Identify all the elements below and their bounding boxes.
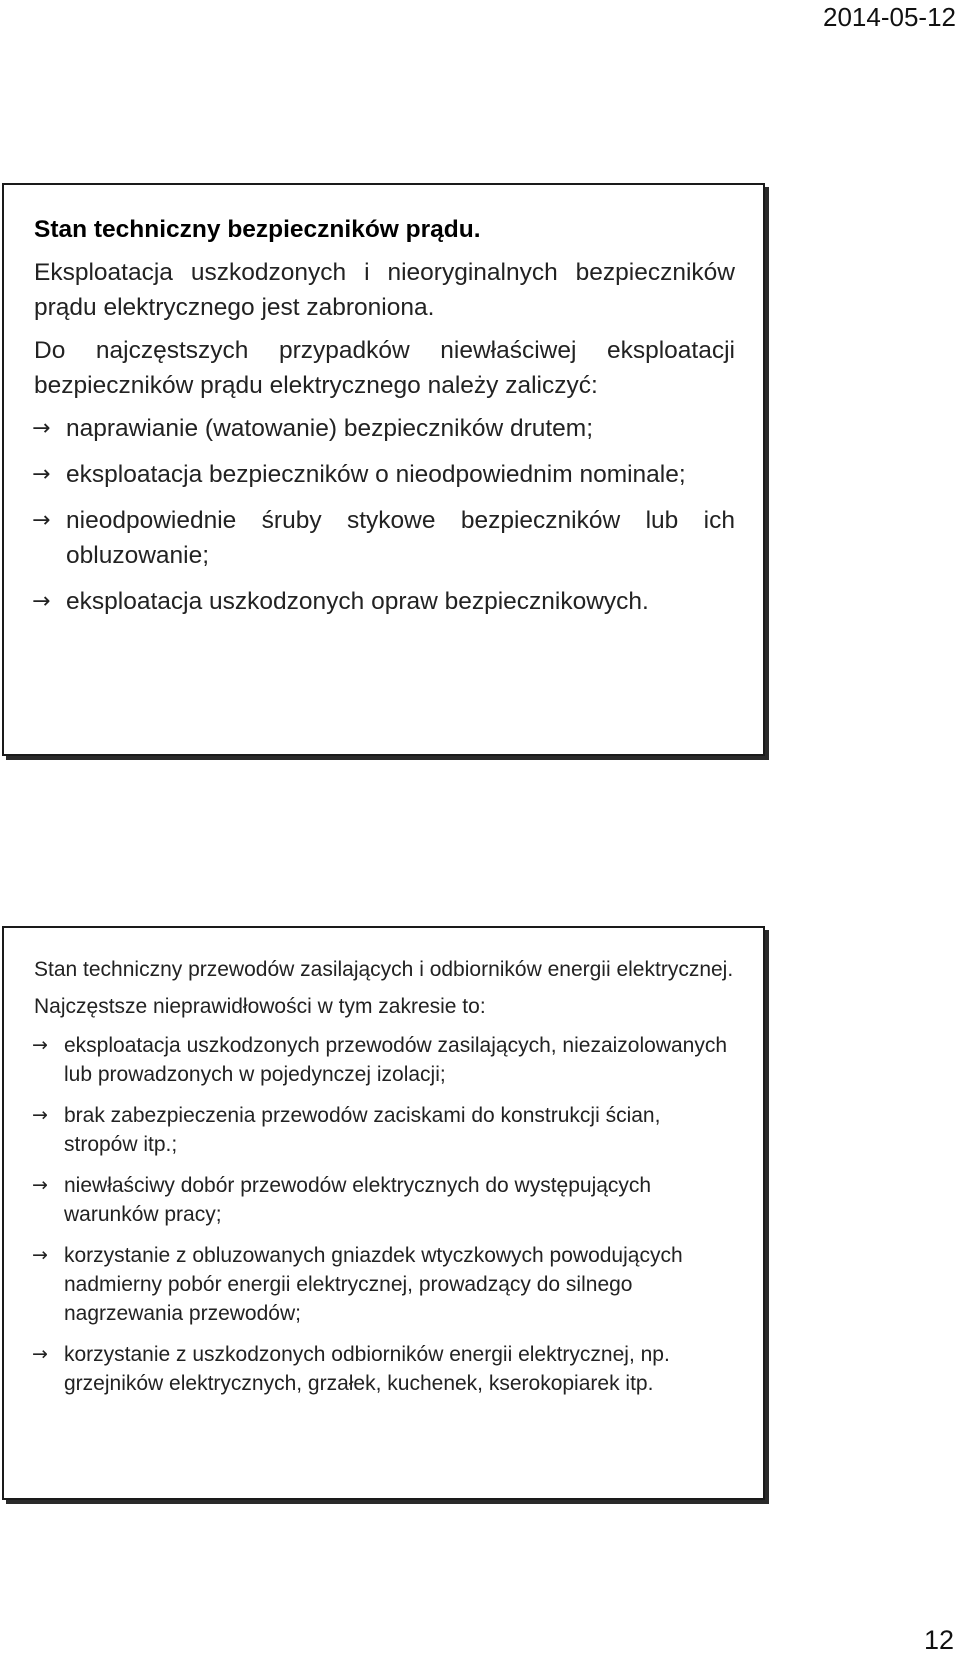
list-item	[34, 1241, 735, 1328]
list-item	[34, 1101, 735, 1159]
slide-cables-title: Stan techniczny przewodów zasilających i odbiorników energii elektrycznej.	[34, 958, 734, 981]
arrow-right-icon: →	[32, 1174, 48, 1196]
list-item-text: naprawianie (watowanie) bezpieczników drutem;	[66, 415, 594, 442]
slide-fuses-paragraph-2: Do najczęstszych przypadków niewłaściwej eksploatacji bezpieczników prądu elektrycznego należy zaliczyć:	[34, 337, 735, 399]
list-item	[34, 457, 735, 492]
arrow-right-icon: →	[32, 1034, 48, 1056]
list-item-text: korzystanie z obluzowanych gniazdek wtyczkowych powodujących nadmierny pobór energii elektrycznej, prowadzący do silnego nagrzewania przewodów;	[64, 1244, 683, 1325]
list-item-text: brak zabezpieczenia przewodów zaciskami do konstrukcji ścian, stropów itp.;	[64, 1104, 661, 1156]
list-item-text: niewłaściwy dobór przewodów elektrycznych do występujących warunków pracy;	[64, 1174, 652, 1226]
list-item-text: korzystanie z uszkodzonych odbiorników energii elektrycznej, np. grzejników elektrycznych, grzałek, kuchenek, kserokopiarek itp.	[64, 1343, 670, 1395]
slide-fuses-title: Stan techniczny bezpieczników prądu.	[34, 216, 481, 243]
arrow-right-icon: →	[32, 462, 51, 487]
arrow-right-icon: →	[32, 1244, 48, 1266]
list-item	[34, 411, 735, 446]
slide-cables	[2, 926, 765, 1500]
list-item-text: eksploatacja uszkodzonych przewodów zasilających, niezaizolowanych lub prowadzonych w pojedynczej izolacji;	[64, 1034, 728, 1086]
slide-fuses-content	[34, 212, 735, 630]
print-date: 2014-05-12	[823, 2, 956, 32]
arrow-right-icon: →	[32, 508, 51, 533]
list-item	[34, 1340, 735, 1398]
list-item	[34, 1171, 735, 1229]
list-item	[34, 503, 735, 573]
list-item	[34, 1031, 735, 1089]
slide-fuses-paragraph-1: Eksploatacja uszkodzonych i nieoryginalnych bezpieczników prądu elektrycznego jest zabroniona.	[34, 259, 735, 321]
arrow-right-icon: →	[32, 589, 51, 614]
list-item	[34, 584, 735, 619]
slide-cables-intro: Najczęstsze nieprawidłowości w tym zakresie to:	[34, 995, 486, 1018]
list-item-text: eksploatacja bezpieczników o nieodpowiednim nominale;	[66, 461, 686, 488]
arrow-right-icon: →	[32, 1104, 48, 1126]
list-item-text: eksploatacja uszkodzonych opraw bezpiecznikowych.	[66, 588, 649, 615]
slide-fuses	[2, 183, 765, 756]
arrow-right-icon: →	[32, 416, 51, 441]
slide-cables-content	[34, 955, 735, 1410]
list-item-text: nieodpowiednie śruby stykowe bezpieczników lub ich obluzowanie;	[66, 507, 735, 569]
arrow-right-icon: →	[32, 1343, 48, 1365]
page-number: 12	[923, 1625, 954, 1655]
